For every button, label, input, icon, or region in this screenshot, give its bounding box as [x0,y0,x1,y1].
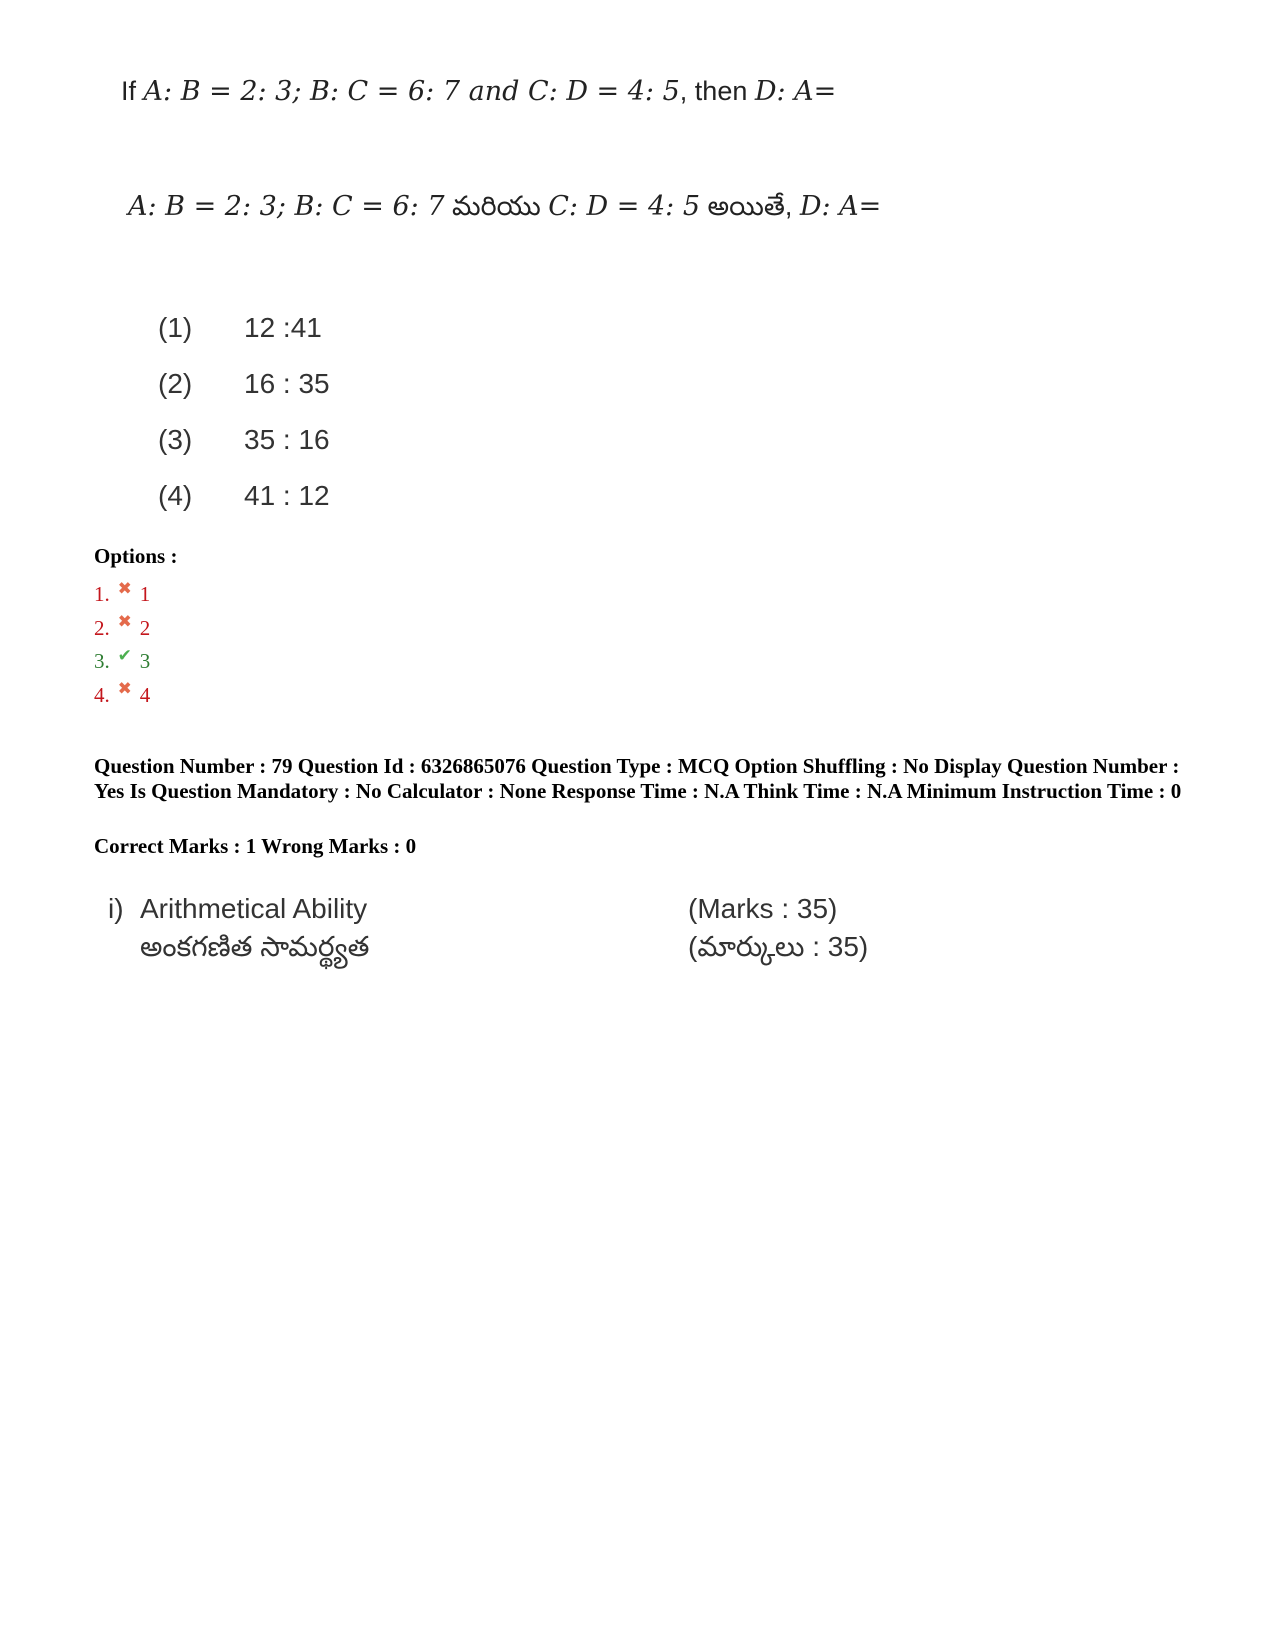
answer-index: 2. [94,615,110,640]
choice-list [158,300,330,524]
telugu-math-1: A: B = 2: 3; B: C = 6: 7 [128,191,445,222]
question-english [121,76,836,107]
telugu-math-2: C: D = 4: 5 [548,191,700,222]
choice-value: 41 : 12 [244,480,330,511]
question-suffix: , then [679,76,755,106]
question-telugu [128,191,881,229]
section-title-english: Arithmetical Ability [140,893,368,924]
cross-icon: ✖ [117,578,132,598]
question-math: A: B = 2: 3; B: C = 6: 7 and C: D = 4: 5 [143,76,680,107]
section-marks-telugu: (మార్కులు : 35) [688,931,869,962]
choice-number: (2) [158,368,193,399]
cross-icon: ✖ [117,679,132,699]
checkmark-icon: ✔ [117,645,132,665]
choice-item [158,412,330,468]
section-marks-english: (Marks : 35) [688,893,838,924]
answer-label: 1 [139,582,151,607]
telugu-tail: D: A= [799,191,882,222]
choice-value: 16 : 35 [244,368,330,399]
question-prefix: If [121,76,144,106]
choice-number: (3) [158,424,193,455]
choice-item [158,356,330,412]
marks-info: Correct Marks : 1 Wrong Marks : 0 [94,834,417,858]
answer-index: 3. [94,649,110,674]
answer-label: 2 [139,615,151,640]
choice-number: (4) [158,480,193,511]
choice-number: (1) [158,312,193,343]
telugu-word-1: మరియు [444,191,549,221]
cross-icon: ✖ [117,612,132,632]
answer-index: 1. [94,582,110,607]
answer-index: 4. [94,682,110,707]
question-tail: D: A= [754,76,837,107]
section-heading [108,890,369,966]
answer-label: 4 [139,682,151,707]
question-metadata: Question Number : 79 Question Id : 6326865076 Question Type : MCQ Option Shuffling : No Display Question Number : Yes Is Question Mandatory : No Calculator : None Response Time : N.A Think Time : N.A Minimum Instruction Time : 0 [94,754,1182,803]
answer-item [94,679,150,713]
answer-label: 3 [139,649,151,674]
choice-value: 35 : 16 [244,424,330,455]
answer-item [94,578,150,612]
section-title-telugu: అంకగణిత సామర్థ్యత [140,931,370,962]
answer-list [94,578,150,712]
section-index: i) [108,893,124,924]
choice-value: 12 :41 [244,312,322,343]
answer-item [94,612,150,646]
options-heading: Options : [94,544,178,568]
choice-item [158,468,330,524]
choice-item [158,300,330,356]
telugu-word-2: అయితే, [700,191,800,221]
section-marks [688,890,868,966]
answer-item [94,645,150,679]
